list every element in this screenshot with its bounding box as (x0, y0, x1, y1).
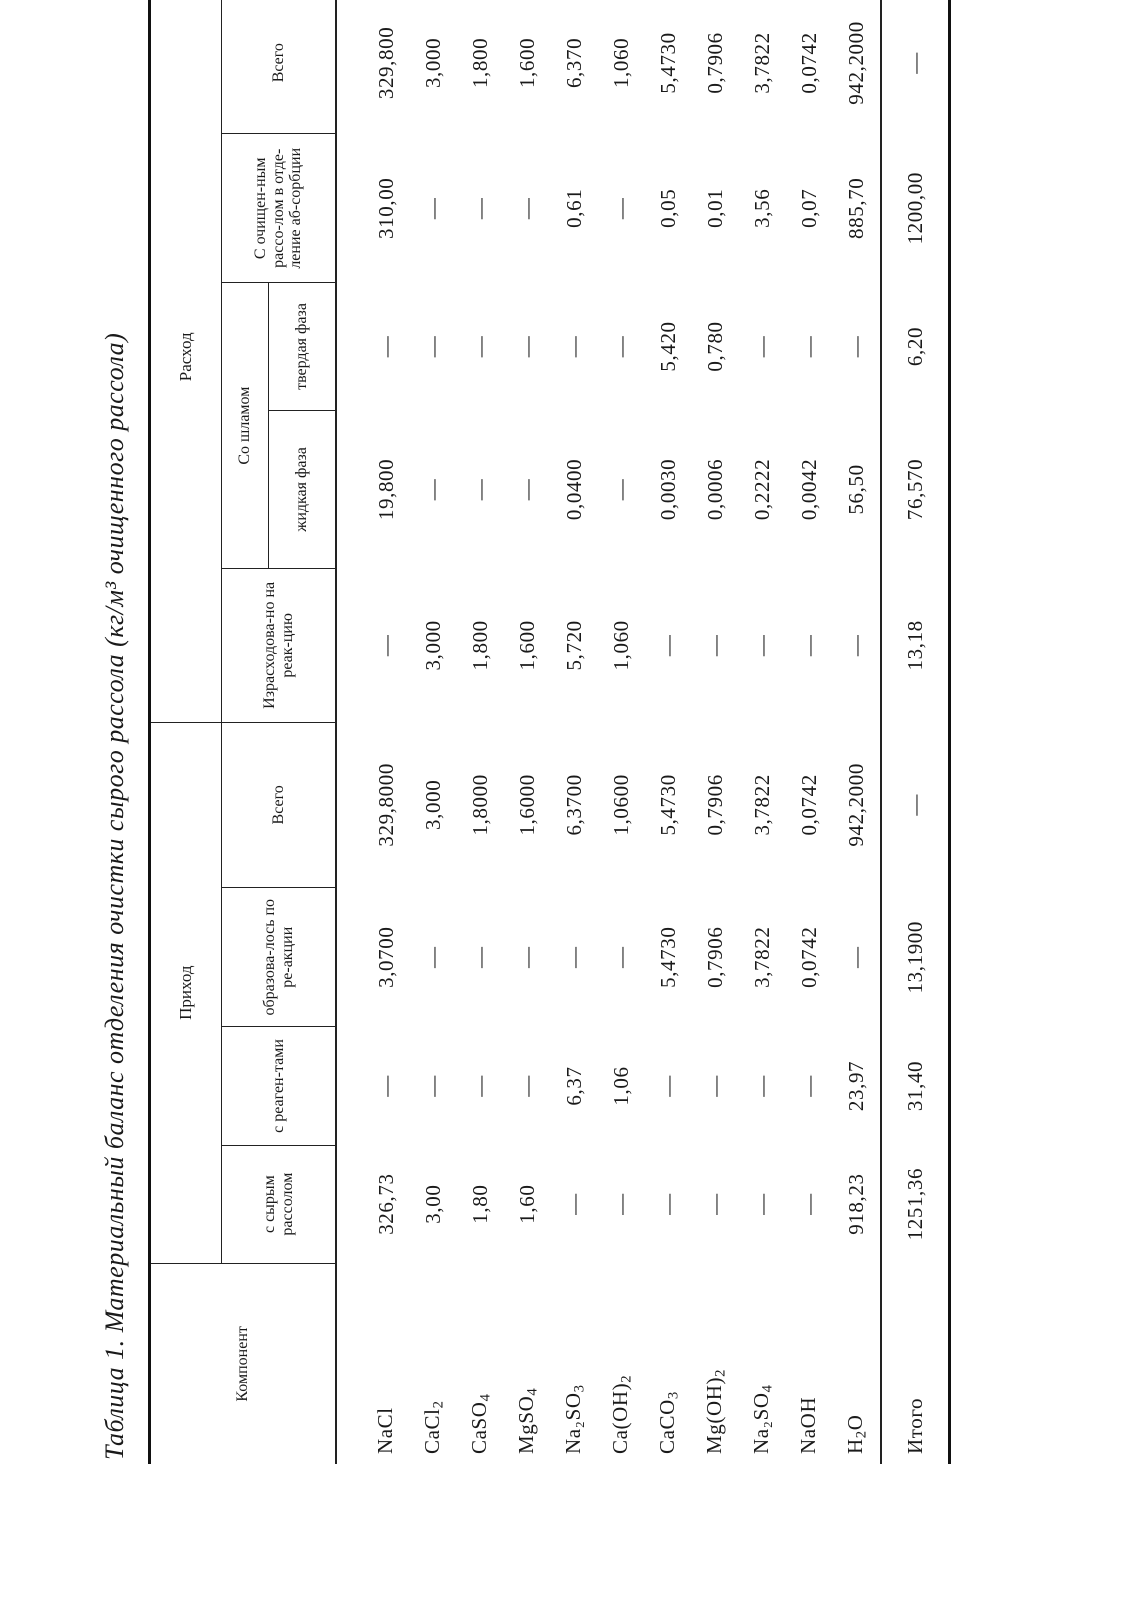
value-cell: — (844, 946, 868, 969)
component-cell (645, 1263, 692, 1464)
table-row (336, 0, 410, 1464)
value-cell: 0,0742 (797, 926, 821, 988)
value-cell: 0,07 (797, 188, 821, 228)
component-formula: NaOH (795, 1396, 820, 1454)
component-cell (598, 1263, 645, 1464)
value-cell: 885,70 (844, 177, 868, 239)
value-cell: — (656, 1193, 680, 1215)
table-row (504, 0, 551, 1464)
value-cell: — (609, 1193, 633, 1215)
value-cell: 3,00 (421, 1184, 445, 1224)
value-cell: — (515, 197, 539, 220)
value-cell: 1,8000 (468, 774, 492, 836)
value-cell: — (374, 335, 398, 358)
caption-units: (кг/м³ очищенного рассола) (100, 332, 129, 647)
value-cell: 6,3700 (562, 774, 586, 836)
value-cell: 5,720 (562, 620, 586, 671)
value-cell: 3,000 (421, 37, 445, 89)
table-row (739, 0, 786, 1464)
total-value-cell: 1200,00 (881, 134, 950, 283)
value-cell: 1,60 (515, 1184, 539, 1224)
value-cell: 1,060 (609, 37, 633, 89)
formula-subscript: 2 (430, 1400, 447, 1409)
header-income-reagents: с реаген-тами (222, 1027, 337, 1145)
header-outcome-total: Всего (222, 0, 337, 134)
value-cell: 0,7906 (703, 32, 727, 94)
header-income: Приход (150, 722, 222, 1263)
value-cell: 0,2222 (750, 458, 774, 521)
value-cell: — (421, 946, 445, 969)
value-cell: — (468, 197, 492, 220)
value-cell: — (421, 335, 445, 358)
value-cell: 6,37 (562, 1066, 586, 1106)
formula-subscript: 4 (759, 1384, 776, 1393)
value-cell: 3,000 (421, 779, 445, 830)
value-cell: 942,2000 (844, 21, 868, 105)
component-formula: NaCl (372, 1407, 397, 1454)
value-cell: 5,4730 (656, 926, 680, 988)
value-cell: 0,01 (703, 188, 727, 228)
table-row (786, 0, 833, 1464)
header-outcome-liquid: жидкая фаза (269, 410, 337, 568)
formula-subscript: 3 (665, 1391, 682, 1400)
value-cell: — (468, 478, 492, 501)
value-cell: 1,800 (468, 37, 492, 89)
value-cell: 918,23 (844, 1173, 868, 1235)
value-cell: 0,0042 (797, 458, 821, 521)
component-cell (504, 1263, 551, 1464)
value-cell: 5,4730 (656, 32, 680, 94)
value-cell: — (515, 335, 539, 358)
table-body (336, 0, 950, 1464)
component-cell (692, 1263, 739, 1464)
component-formula: CaCl (419, 1408, 444, 1454)
value-cell: — (468, 335, 492, 358)
table-row (598, 0, 645, 1464)
value-cell: — (656, 1075, 680, 1097)
total-value-cell: — (881, 0, 950, 134)
value-cell: — (609, 197, 633, 220)
table-row (645, 0, 692, 1464)
header-income-formed: образова-лось по ре-акции (222, 888, 337, 1027)
table-row (833, 0, 881, 1464)
table-row (692, 0, 739, 1464)
value-cell: 329,800 (374, 26, 398, 100)
value-cell: — (750, 634, 774, 657)
value-cell: 0,7906 (703, 774, 727, 836)
formula-tail: O (842, 1414, 867, 1431)
value-cell: 3,0700 (374, 926, 398, 988)
value-cell: 56,50 (844, 464, 868, 515)
value-cell: — (703, 1193, 727, 1215)
component-formula: Na₂SO (748, 1392, 773, 1454)
caption-label: Таблица 1. (100, 1339, 129, 1460)
value-cell: 1,80 (468, 1184, 492, 1224)
total-value-cell: 1251,36 (881, 1145, 950, 1263)
component-formula: Ca(OH) (607, 1382, 632, 1454)
component-formula: CaCO (654, 1399, 679, 1454)
value-cell: — (609, 335, 633, 358)
value-cell: 23,97 (844, 1060, 868, 1112)
total-value-cell: — (881, 722, 950, 887)
value-cell: 1,0600 (609, 774, 633, 836)
formula-subscript: 4 (477, 1393, 494, 1402)
value-cell: 0,0006 (703, 458, 727, 521)
component-formula: Na₂SO (560, 1392, 585, 1454)
value-cell: — (515, 946, 539, 969)
component-formula: Mg(OH) (701, 1376, 726, 1454)
value-cell: — (797, 335, 821, 358)
caption-text: Материальный баланс отделения очистки сырого рассола (100, 653, 129, 1333)
value-cell: 0,0400 (562, 458, 586, 521)
table-row (457, 0, 504, 1464)
formula-subscript: 2 (712, 1368, 729, 1377)
value-cell: 0,780 (703, 321, 727, 372)
table-caption (100, 60, 140, 1460)
total-value-cell: 13,1900 (881, 888, 950, 1027)
header-income-raw: с сырым рассолом (222, 1145, 337, 1263)
value-cell: — (421, 478, 445, 501)
component-cell (410, 1263, 457, 1464)
total-value-cell: 6,20 (881, 283, 950, 411)
value-cell: 0,0742 (797, 774, 821, 836)
value-cell: 942,2000 (844, 763, 868, 847)
value-cell: 1,060 (609, 620, 633, 671)
component-cell (786, 1263, 833, 1464)
value-cell: — (656, 634, 680, 657)
total-row (881, 0, 950, 1464)
formula-subscript: 4 (524, 1387, 541, 1396)
table-row (410, 0, 457, 1464)
value-cell: — (844, 335, 868, 358)
value-cell: 3,7822 (750, 32, 774, 94)
component-formula: H (842, 1438, 867, 1454)
value-cell: 5,420 (656, 321, 680, 372)
total-value-cell: 31,40 (881, 1027, 950, 1145)
table-header (150, 0, 337, 1464)
value-cell: 3,56 (750, 188, 774, 228)
value-cell: — (844, 634, 868, 657)
component-formula: MgSO (513, 1395, 538, 1454)
formula-subscript: 2 (853, 1430, 870, 1439)
value-cell: — (703, 634, 727, 657)
value-cell: 19,800 (374, 458, 398, 521)
value-cell: 0,05 (656, 188, 680, 228)
value-cell: — (750, 1075, 774, 1097)
value-cell: 0,7906 (703, 926, 727, 988)
value-cell: 3,7822 (750, 774, 774, 836)
value-cell: 326,73 (374, 1173, 398, 1235)
value-cell: — (468, 1075, 492, 1097)
value-cell: — (421, 1075, 445, 1097)
total-label: Итого (881, 1263, 950, 1464)
header-outcome-sludge: Со шламом (222, 283, 269, 569)
total-value-cell: 13,18 (881, 569, 950, 723)
value-cell: 3,7822 (750, 926, 774, 988)
value-cell: 0,61 (562, 188, 586, 228)
component-cell (457, 1263, 504, 1464)
formula-subscript: 2 (618, 1374, 635, 1383)
value-cell: — (468, 946, 492, 969)
value-cell: 5,4730 (656, 774, 680, 836)
value-cell: — (797, 1075, 821, 1097)
header-outcome-solid: твердая фаза (269, 283, 337, 411)
value-cell: — (562, 1193, 586, 1215)
header-outcome: Расход (150, 0, 222, 722)
value-cell: — (374, 1075, 398, 1097)
header-outcome-consumed: Израсходова-но на реак-цию (222, 569, 337, 723)
value-cell: — (609, 478, 633, 501)
value-cell: — (750, 335, 774, 358)
header-income-total: Всего (222, 722, 337, 887)
value-cell: 0,0030 (656, 458, 680, 521)
component-cell (833, 1263, 881, 1464)
table-row (551, 0, 598, 1464)
value-cell: — (374, 634, 398, 657)
value-cell: — (515, 478, 539, 501)
value-cell: — (750, 1193, 774, 1215)
header-outcome-purified: С очищен-ным рассо-лом в отде-ление аб-сорбции (222, 134, 337, 283)
value-cell: — (797, 634, 821, 657)
value-cell: — (609, 946, 633, 969)
component-cell (336, 1263, 410, 1464)
value-cell: 1,6000 (515, 774, 539, 836)
value-cell: — (562, 946, 586, 969)
component-cell (551, 1263, 598, 1464)
component-cell (739, 1263, 786, 1464)
total-value-cell: 76,570 (881, 410, 950, 568)
value-cell: 310,00 (374, 177, 398, 239)
value-cell: 0,0742 (797, 32, 821, 94)
value-cell: 1,600 (515, 37, 539, 89)
value-cell: 1,06 (609, 1066, 633, 1106)
value-cell: 329,8000 (374, 763, 398, 847)
value-cell: 3,000 (421, 620, 445, 671)
value-cell: — (421, 197, 445, 220)
material-balance-table (148, 0, 951, 1464)
component-formula: CaSO (466, 1401, 491, 1454)
value-cell: — (562, 335, 586, 358)
value-cell: — (797, 1193, 821, 1215)
value-cell: — (703, 1075, 727, 1097)
value-cell: 1,800 (468, 620, 492, 671)
formula-subscript: 3 (571, 1384, 588, 1393)
value-cell: 1,600 (515, 620, 539, 671)
header-component: Компонент (150, 1263, 337, 1464)
value-cell: — (515, 1075, 539, 1097)
value-cell: 6,370 (562, 37, 586, 89)
